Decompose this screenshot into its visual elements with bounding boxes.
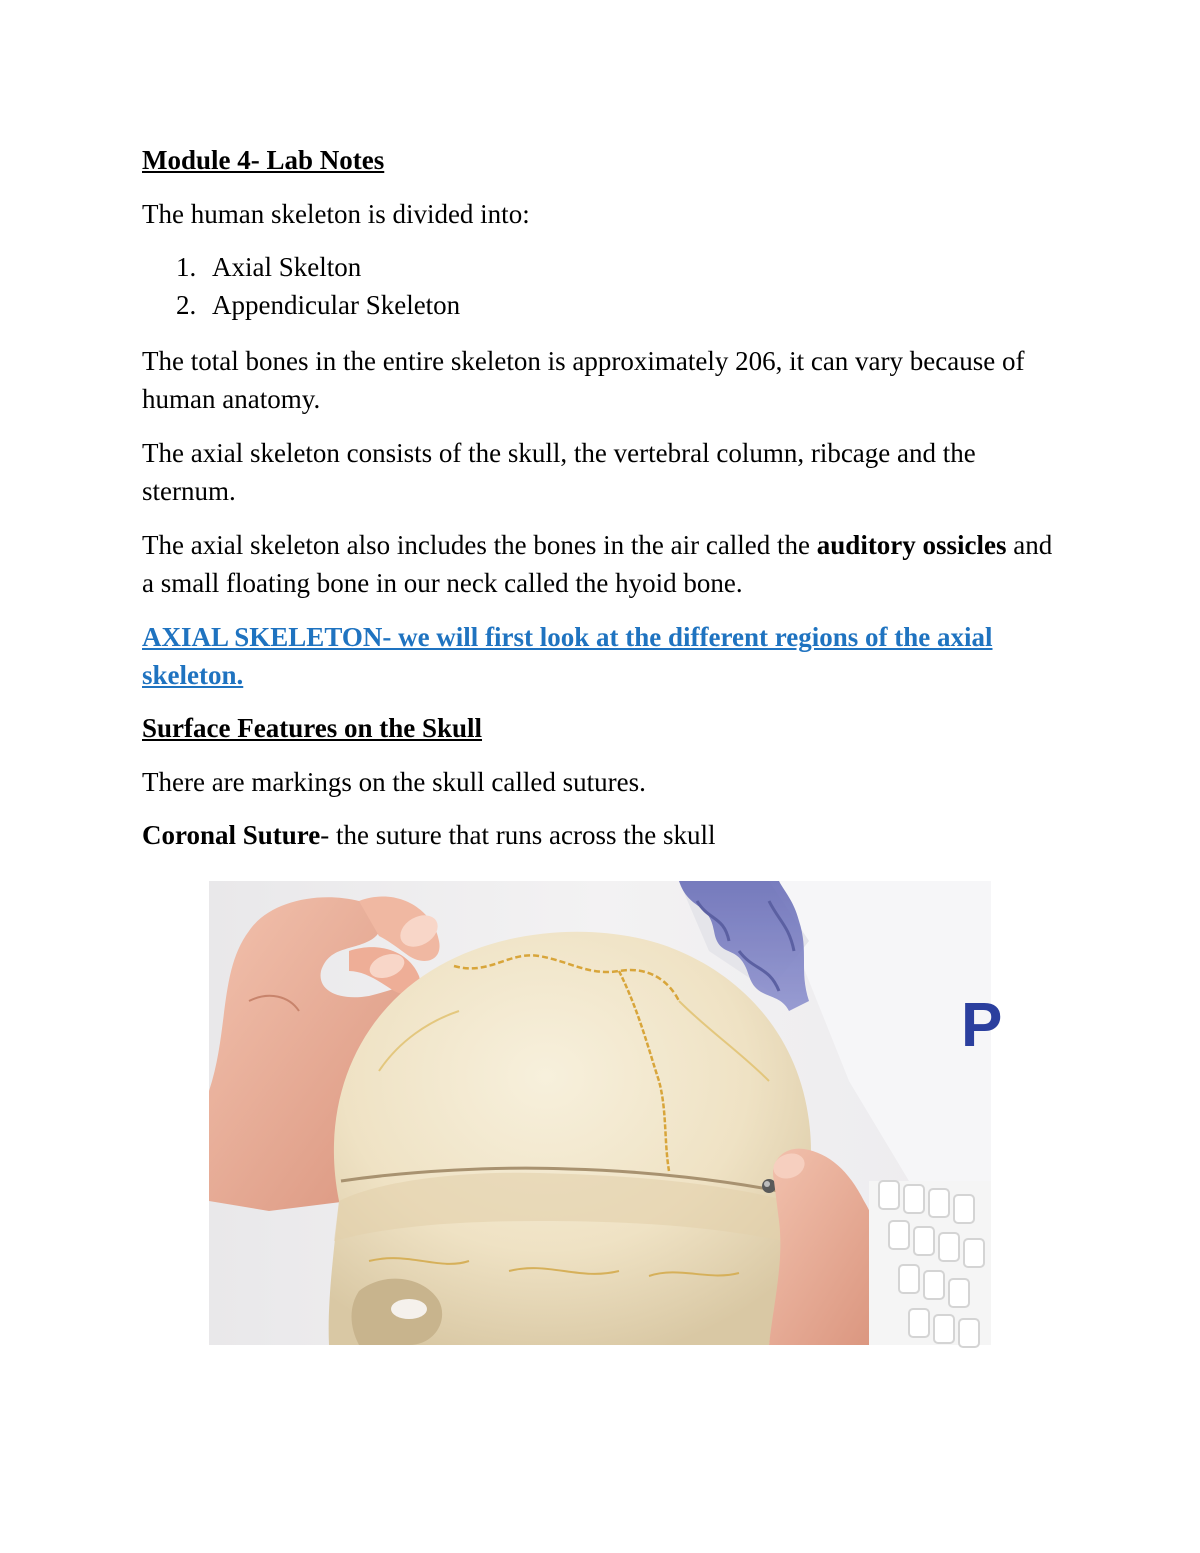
list-item-label: Appendicular Skeleton: [212, 290, 461, 320]
skeleton-divisions-list: [142, 248, 1042, 324]
list-item: [142, 286, 1042, 324]
coronal-suture-definition: - the suture that runs across the skull: [320, 820, 716, 850]
sutures-paragraph: There are markings on the skull called sutures.: [142, 767, 646, 797]
skull-photo: [209, 881, 1003, 1345]
surface-features-heading: Surface Features on the Skull: [142, 713, 483, 743]
coat-lettering: P: [961, 991, 1003, 1060]
total-bones-paragraph: The total bones in the entire skeleton is approximately 206, it can vary because of human anatomy.: [142, 346, 1025, 414]
axial-also-text-end: and a small floating bone in our neck called the hyoid bone.: [142, 530, 1053, 598]
auditory-ossicles-term: auditory ossicles: [816, 530, 1007, 560]
coronal-suture-term: Coronal Suture: [142, 820, 321, 850]
axial-skeleton-link[interactable]: AXIAL SKELETON- we will first look at the different regions of the axial skeleton.: [142, 622, 993, 690]
list-item-label: Axial Skelton: [212, 252, 362, 282]
skull: [329, 932, 811, 1345]
list-number: 2.: [176, 290, 197, 320]
intro-paragraph: The human skeleton is divided into:: [142, 199, 530, 229]
list-item: [142, 248, 1042, 286]
wristwatch: [869, 1181, 991, 1347]
list-number: 1.: [176, 252, 197, 282]
axial-also-text: The axial skeleton also includes the bones in the air called the: [142, 530, 817, 560]
axial-consists-paragraph: The axial skeleton consists of the skull, the vertebral column, ribcage and the sternum.: [142, 438, 976, 506]
coronal-suture-paragraph: [142, 816, 1062, 854]
axial-also-paragraph: [142, 526, 1062, 602]
page-title: Module 4- Lab Notes: [142, 145, 385, 175]
